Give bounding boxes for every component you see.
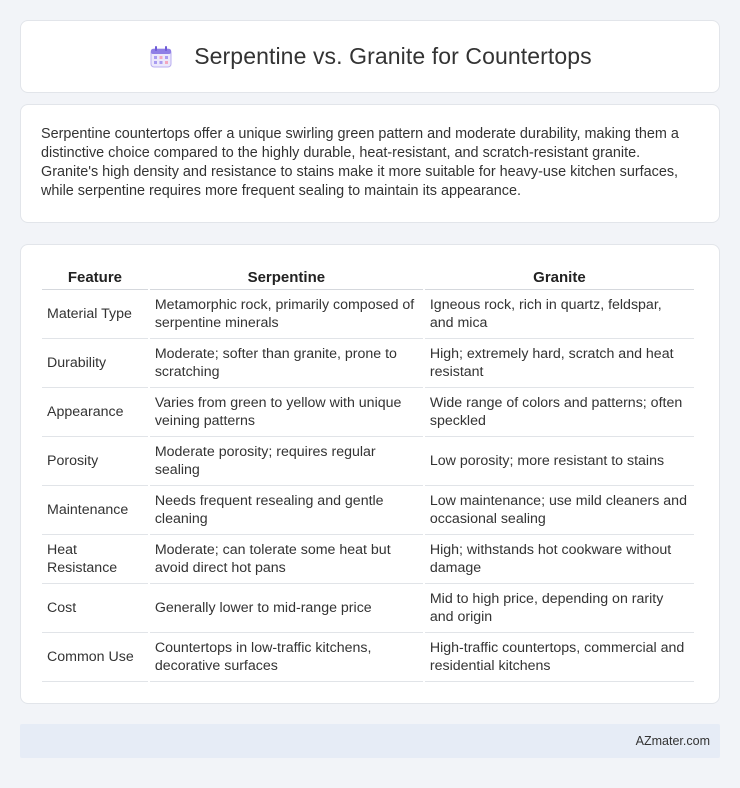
calendar-icon [148,44,174,70]
serpentine-cell: Generally lower to mid-range price [150,584,423,633]
intro-card [20,104,720,223]
feature-cell: Heat Resistance [42,535,148,584]
feature-cell: Maintenance [42,486,148,535]
table-row [42,584,694,633]
serpentine-cell: Metamorphic rock, primarily composed of serpentine minerals [150,290,423,339]
comparison-table [40,264,696,682]
feature-cell: Cost [42,584,148,633]
granite-cell: Mid to high price, depending on rarity and origin [425,584,694,633]
table-row [42,535,694,584]
granite-cell: Low maintenance; use mild cleaners and occasional sealing [425,486,694,535]
feature-cell: Material Type [42,290,148,339]
serpentine-cell: Moderate porosity; requires regular sealing [150,437,423,486]
serpentine-cell: Varies from green to yellow with unique veining patterns [150,388,423,437]
table-row [42,486,694,535]
granite-cell: Low porosity; more resistant to stains [425,437,694,486]
serpentine-cell: Moderate; can tolerate some heat but avoid direct hot pans [150,535,423,584]
feature-cell: Common Use [42,633,148,682]
granite-cell: High; extremely hard, scratch and heat resistant [425,339,694,388]
title-card [20,20,720,93]
feature-cell: Porosity [42,437,148,486]
page-title: Serpentine vs. Granite for Countertops [194,43,592,69]
granite-cell: High-traffic countertops, commercial and residential kitchens [425,633,694,682]
header-serpentine: Serpentine [150,264,423,290]
granite-cell: High; withstands hot cookware without damage [425,535,694,584]
table-row [42,437,694,486]
header-granite: Granite [425,264,694,290]
table-row [42,339,694,388]
granite-cell: Wide range of colors and patterns; often speckled [425,388,694,437]
intro-text: Serpentine countertops offer a unique swirling green pattern and moderate durability, making them a distinctive choice compared to the highly durable, heat-resistant, and scratch-resistant granite. Granite's high density and resistance to stains make it more suitable for heavy-use kitchen surfaces, while serpentine requires more frequent sealing to maintain its appearance. [41,126,679,199]
serpentine-cell: Moderate; softer than granite, prone to scratching [150,339,423,388]
table-header-row [42,264,694,290]
footer-source: AZmater.com [635,734,710,748]
feature-cell: Appearance [42,388,148,437]
table-row [42,290,694,339]
feature-cell: Durability [42,339,148,388]
granite-cell: Igneous rock, rich in quartz, feldspar, and mica [425,290,694,339]
serpentine-cell: Countertops in low-traffic kitchens, decorative surfaces [150,633,423,682]
comparison-card [20,244,720,704]
serpentine-cell: Needs frequent resealing and gentle cleaning [150,486,423,535]
footer [20,724,720,758]
header-feature: Feature [42,264,148,290]
table-row [42,633,694,682]
table-row [42,388,694,437]
